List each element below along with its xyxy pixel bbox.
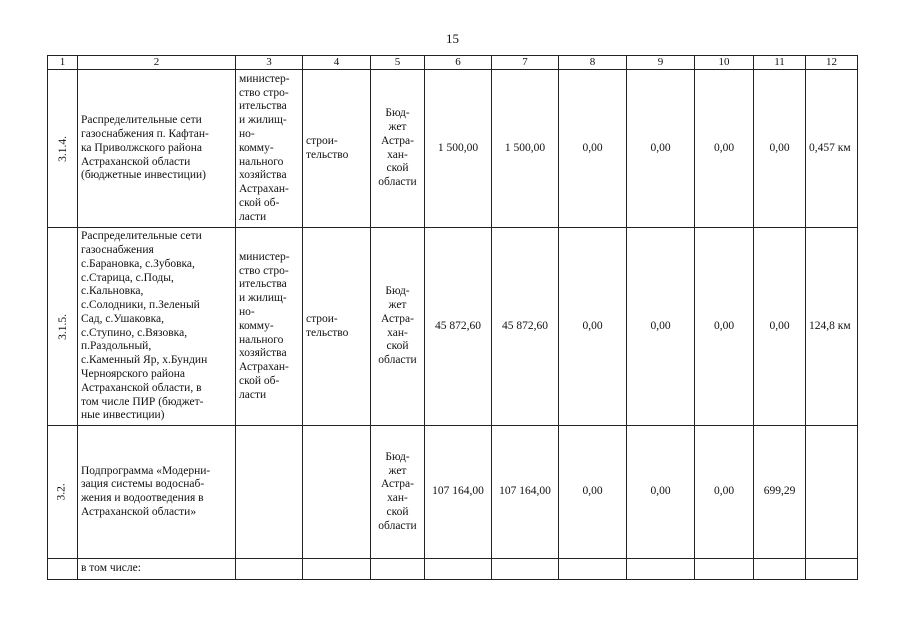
column-header: 10: [695, 56, 754, 70]
page-number: 15: [446, 31, 459, 46]
column-header: 8: [559, 56, 627, 70]
value-col9: 0,00: [627, 228, 695, 426]
row-number: 3.2.: [55, 483, 68, 501]
value-col9: 0,00: [627, 426, 695, 559]
work-type: [303, 426, 371, 559]
column-header-row: [48, 56, 858, 70]
value-col11: 0,00: [754, 70, 806, 228]
table-row: [48, 70, 858, 228]
column-header: 2: [78, 56, 236, 70]
column-header: 9: [627, 56, 695, 70]
event-name: Распределительные сети газоснабжения п. Кафтан- ка Приволжского района Астраханской области (бюджетные инвестиции): [78, 70, 236, 228]
event-name: Подпрограмма «Модерни- зация системы водоснаб- жения и водоотведения в Астраханской области»: [78, 426, 236, 559]
column-header: 7: [492, 56, 559, 70]
value-col7: 45 872,60: [492, 228, 559, 426]
executor: министер- ство стро- ительства и жилищ- но- комму- нального хозяйства Астрахан- ской об- ласти: [236, 70, 303, 228]
event-name: Распределительные сети газоснабжения с.Барановка, с.Зубовка, с.Старица, с.Поды, с.Кальновка, с.Солодники, п.Зеленый Сад, с.Ушаковка, с.Ступино, с.Вязовка, п.Раздольный, с.Каменный Яр, х.Бундин Черноярского района Астраханской области, в том числе ПИР (бюджет- ные инвестиции): [78, 228, 236, 426]
value-col7: 107 164,00: [492, 426, 559, 559]
value-col10: 0,00: [695, 228, 754, 426]
row-number: 3.1.5.: [57, 313, 70, 340]
value-col7: 1 500,00: [492, 70, 559, 228]
value-col11: 0,00: [754, 228, 806, 426]
budget-table: [47, 55, 858, 580]
funding-source: Бюд- жет Астра- хан- ской области: [371, 70, 425, 228]
result-indicator: 124,8 км: [806, 228, 858, 426]
value-col6: 45 872,60: [425, 228, 492, 426]
executor: министер- ство стро- ительства и жилищ- но- комму- нального хозяйства Астрахан- ской об- ласти: [236, 228, 303, 426]
column-header: 1: [48, 56, 78, 70]
work-type: строи- тельство: [303, 70, 371, 228]
table-row: [48, 228, 858, 426]
result-indicator: 0,457 км: [806, 70, 858, 228]
value-col10: 0,00: [695, 70, 754, 228]
column-header: 3: [236, 56, 303, 70]
column-header: 11: [754, 56, 806, 70]
subtotal-label: в том числе:: [78, 559, 236, 580]
value-col9: 0,00: [627, 70, 695, 228]
work-type: строи- тельство: [303, 228, 371, 426]
funding-source: Бюд- жет Астра- хан- ской области: [371, 426, 425, 559]
value-col8: 0,00: [559, 70, 627, 228]
value-col8: 0,00: [559, 228, 627, 426]
value-col11: 699,29: [754, 426, 806, 559]
funding-source: Бюд- жет Астра- хан- ской области: [371, 228, 425, 426]
value-col6: 1 500,00: [425, 70, 492, 228]
value-col10: 0,00: [695, 426, 754, 559]
executor: [236, 426, 303, 559]
column-header: 5: [371, 56, 425, 70]
table-row: [48, 426, 858, 559]
value-col6: 107 164,00: [425, 426, 492, 559]
column-header: 4: [303, 56, 371, 70]
table-row: [48, 559, 858, 580]
column-header: 6: [425, 56, 492, 70]
row-number: 3.1.4.: [57, 135, 70, 162]
result-indicator: [806, 426, 858, 559]
column-header: 12: [806, 56, 858, 70]
value-col8: 0,00: [559, 426, 627, 559]
